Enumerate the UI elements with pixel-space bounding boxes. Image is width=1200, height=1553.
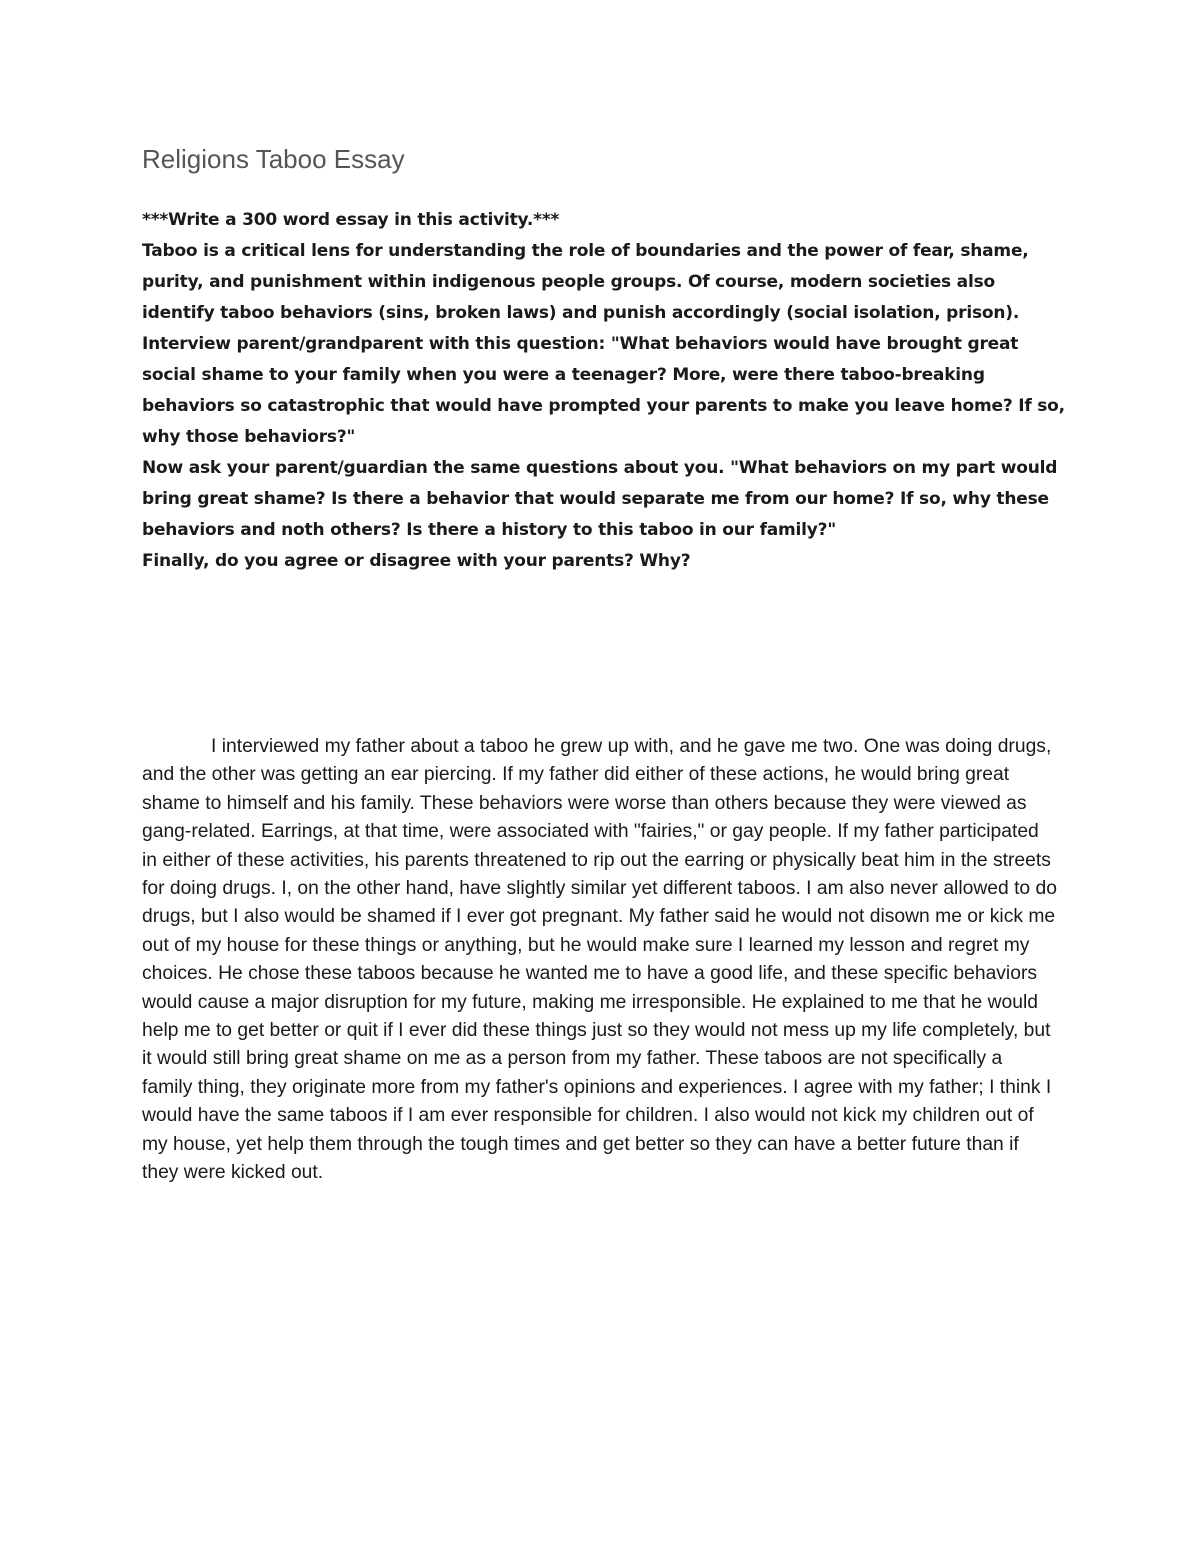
essay-body: I interviewed my father about a taboo he grew up with, and he gave me two. One was doing drugs, and the other was getting an ear piercing. If my father did either of these actions, he would bring great shame to himself and his family. These behaviors were worse than others because they were viewed as gang-related. Earrings, at that time, were associated with "fairies," or gay people. If my father participated in either of these activities, his parents threatened to rip out the earring or physically beat him in the streets for doing drugs. I, on the other hand, have slightly similar yet different taboos. I am also never allowed to do drugs, but I also would be shamed if I ever got pregnant. My father said he would not disown me or kick me out of my house for these things or anything, but he would make sure I learned my lesson and regret my choices. He chose these taboos because he wanted me to have a good life, and these specific behaviors would cause a major disruption for my future, making me irresponsible. He explained to me that he would help me to get better or quit if I ever did these things just so they would not mess up my life completely, but it would still bring great shame on me as a person from my father. These taboos are not specifically a family thing, they originate more from my father's opinions and experiences. I agree with my father; I think I would have the same taboos if I am ever responsible for children. I also would not kick my children out of my house, yet help them through the tough times and get better so they can have a better future than if they were kicked out. <box>142 736 1057 1184</box>
prompt-paragraph-taboo: Taboo is a critical lens for understanding the role of boundaries and the power of fear, shame, purity, and punishment within indigenous people groups. Of course, modern societies also identify taboo behaviors (sins, broken laws) and punish accordingly (social isolation, prison). <box>142 241 1029 323</box>
prompt-paragraph-final-question: Finally, do you agree or disagree with your parents? Why? <box>142 551 691 571</box>
prompt-instruction: ***Write a 300 word essay in this activity.*** <box>142 210 560 230</box>
assignment-prompt <box>142 205 1072 577</box>
prompt-paragraph-interview: Interview parent/grandparent with this question: "What behaviors would have brought great social shame to your family when you were a teenager? More, were there taboo-breaking behaviors so catastrophic that would have prompted your parents to make you leave home? If so, why those behaviors?" <box>142 334 1065 447</box>
document-title: Religions Taboo Essay <box>142 144 405 174</box>
prompt-paragraph-ask-guardian: Now ask your parent/guardian the same questions about you. "What behaviors on my part would bring great shame? Is there a behavior that would separate me from our home? If so, why these behaviors and noth others? Is there a history to this taboo in our family?" <box>142 458 1058 540</box>
